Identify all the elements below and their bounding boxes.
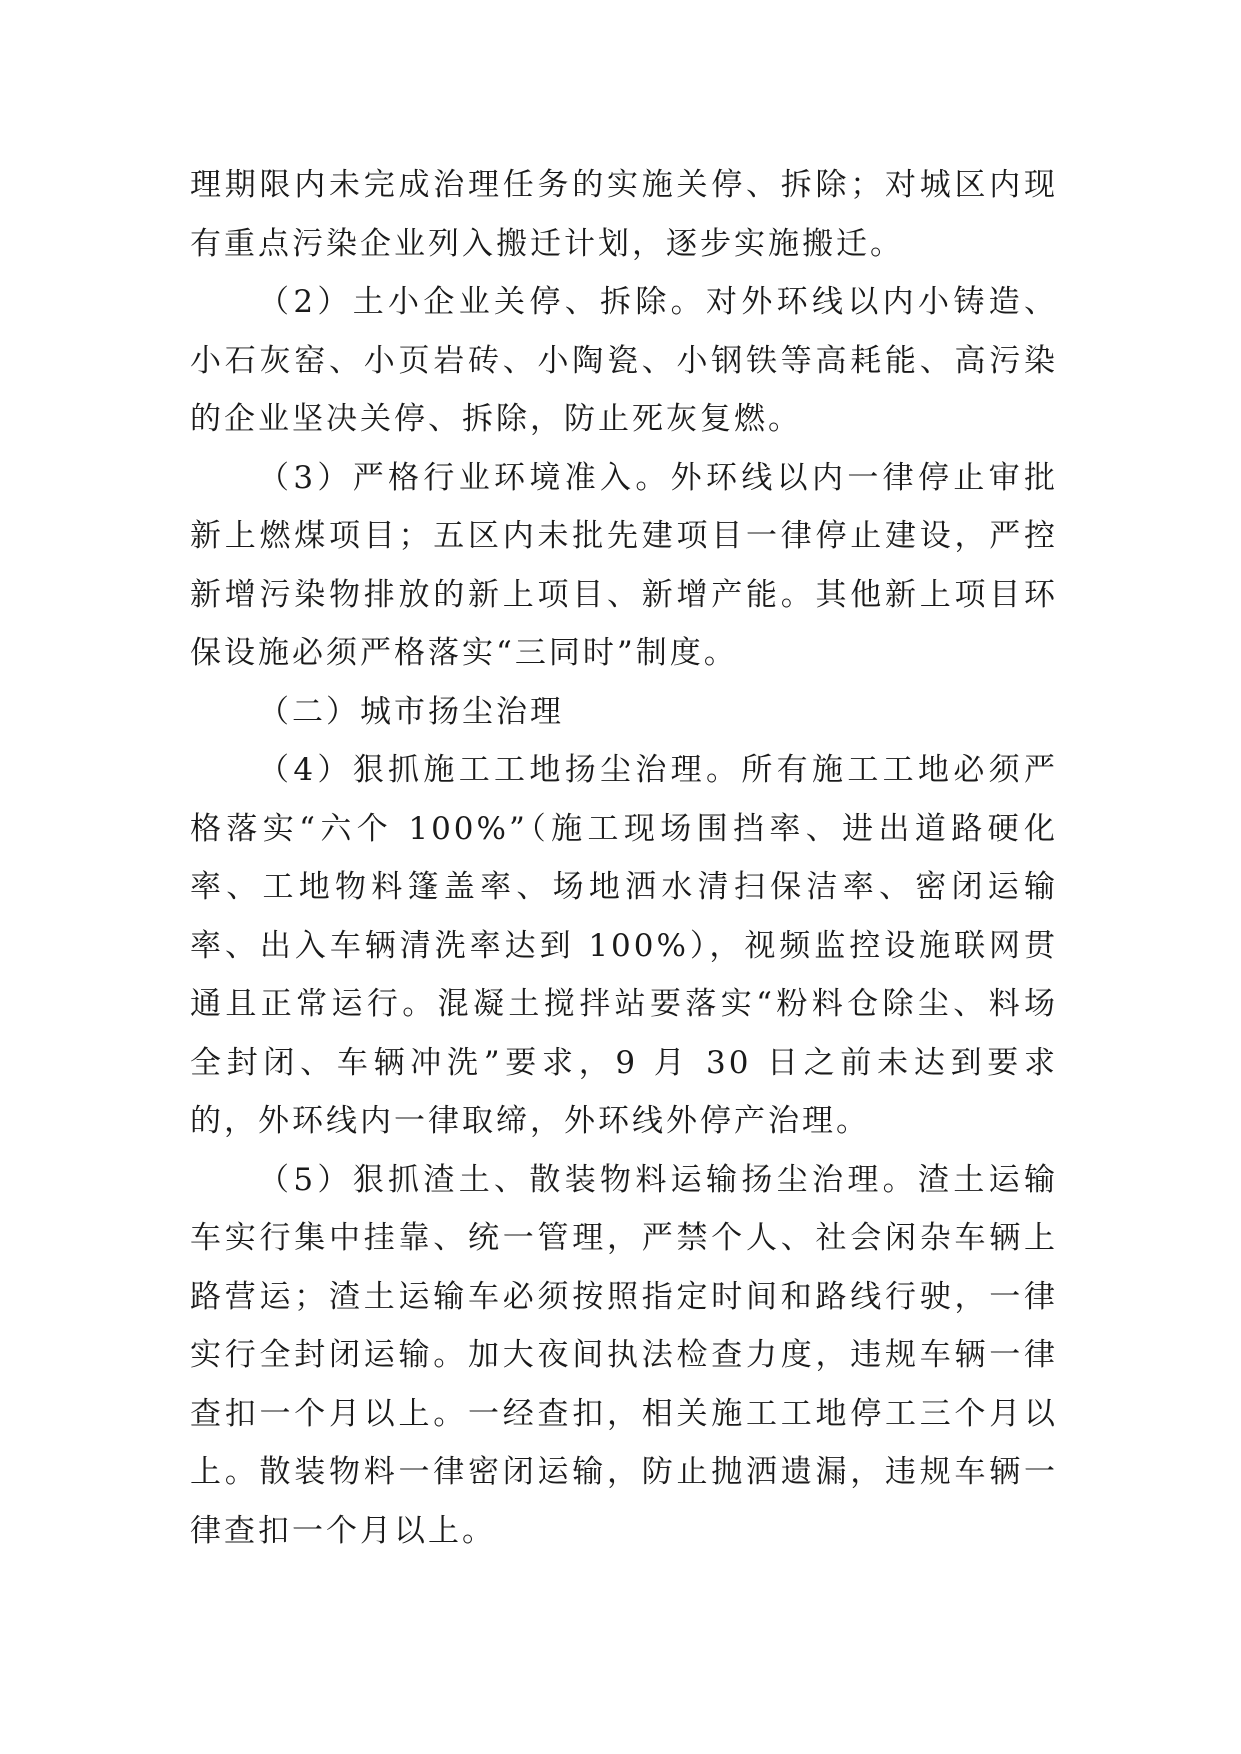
- paragraph-item-5: （5）狠抓渣土、散装物料运输扬尘治理。渣土运输车实行集中挂靠、统一管理，严禁个人、社会闲杂车辆上路营运；渣土运输车必须按照指定时间和路线行驶，一律实行全封闭运输。加大夜间执法检查力度，违规车辆一律查扣一个月以上。一经查扣，相关施工工地停工三个月以上。散装物料一律密闭运输，防止抛洒遗漏，违规车辆一律查扣一个月以上。: [190, 1161, 1058, 1549]
- paragraph-continuation: 理期限内未完成治理任务的实施关停、拆除；对城区内现有重点污染企业列入搬迁计划，逐步实施搬迁。: [190, 167, 1058, 262]
- paragraph-item-4: （4）狠抓施工工地扬尘治理。所有施工工地必须严格落实“六个 100%”（施工现场围挡率、进出道路硬化率、工地物料篷盖率、场地洒水清扫保洁率、密闭运输率、出入车辆清洗率达到 100%），视频监控设施联网贯通且正常运行。混凝土搅拌站要落实“粉料仓除尘、料场全封闭、车辆冲洗”要求，9 月 30 日之前未达到要求的，外环线内一律取缔，外环线外停产治理。: [190, 752, 1058, 1139]
- paragraph-item-2: （2）土小企业关停、拆除。对外环线以内小铸造、小石灰窑、小页岩砖、小陶瓷、小钢铁等高耗能、高污染的企业坚决关停、拆除，防止死灰复燃。: [190, 284, 1058, 437]
- document-body: [190, 156, 1058, 1560]
- paragraph-item-3: （3）严格行业环境准入。外环线以内一律停止审批新上燃煤项目；五区内未批先建项目一律停止建设，严控新增污染物排放的新上项目、新增产能。其他新上项目环保设施必须严格落实“三同时”制度。: [190, 459, 1058, 671]
- section-heading-urban-dust: （二）城市扬尘治理: [258, 693, 564, 730]
